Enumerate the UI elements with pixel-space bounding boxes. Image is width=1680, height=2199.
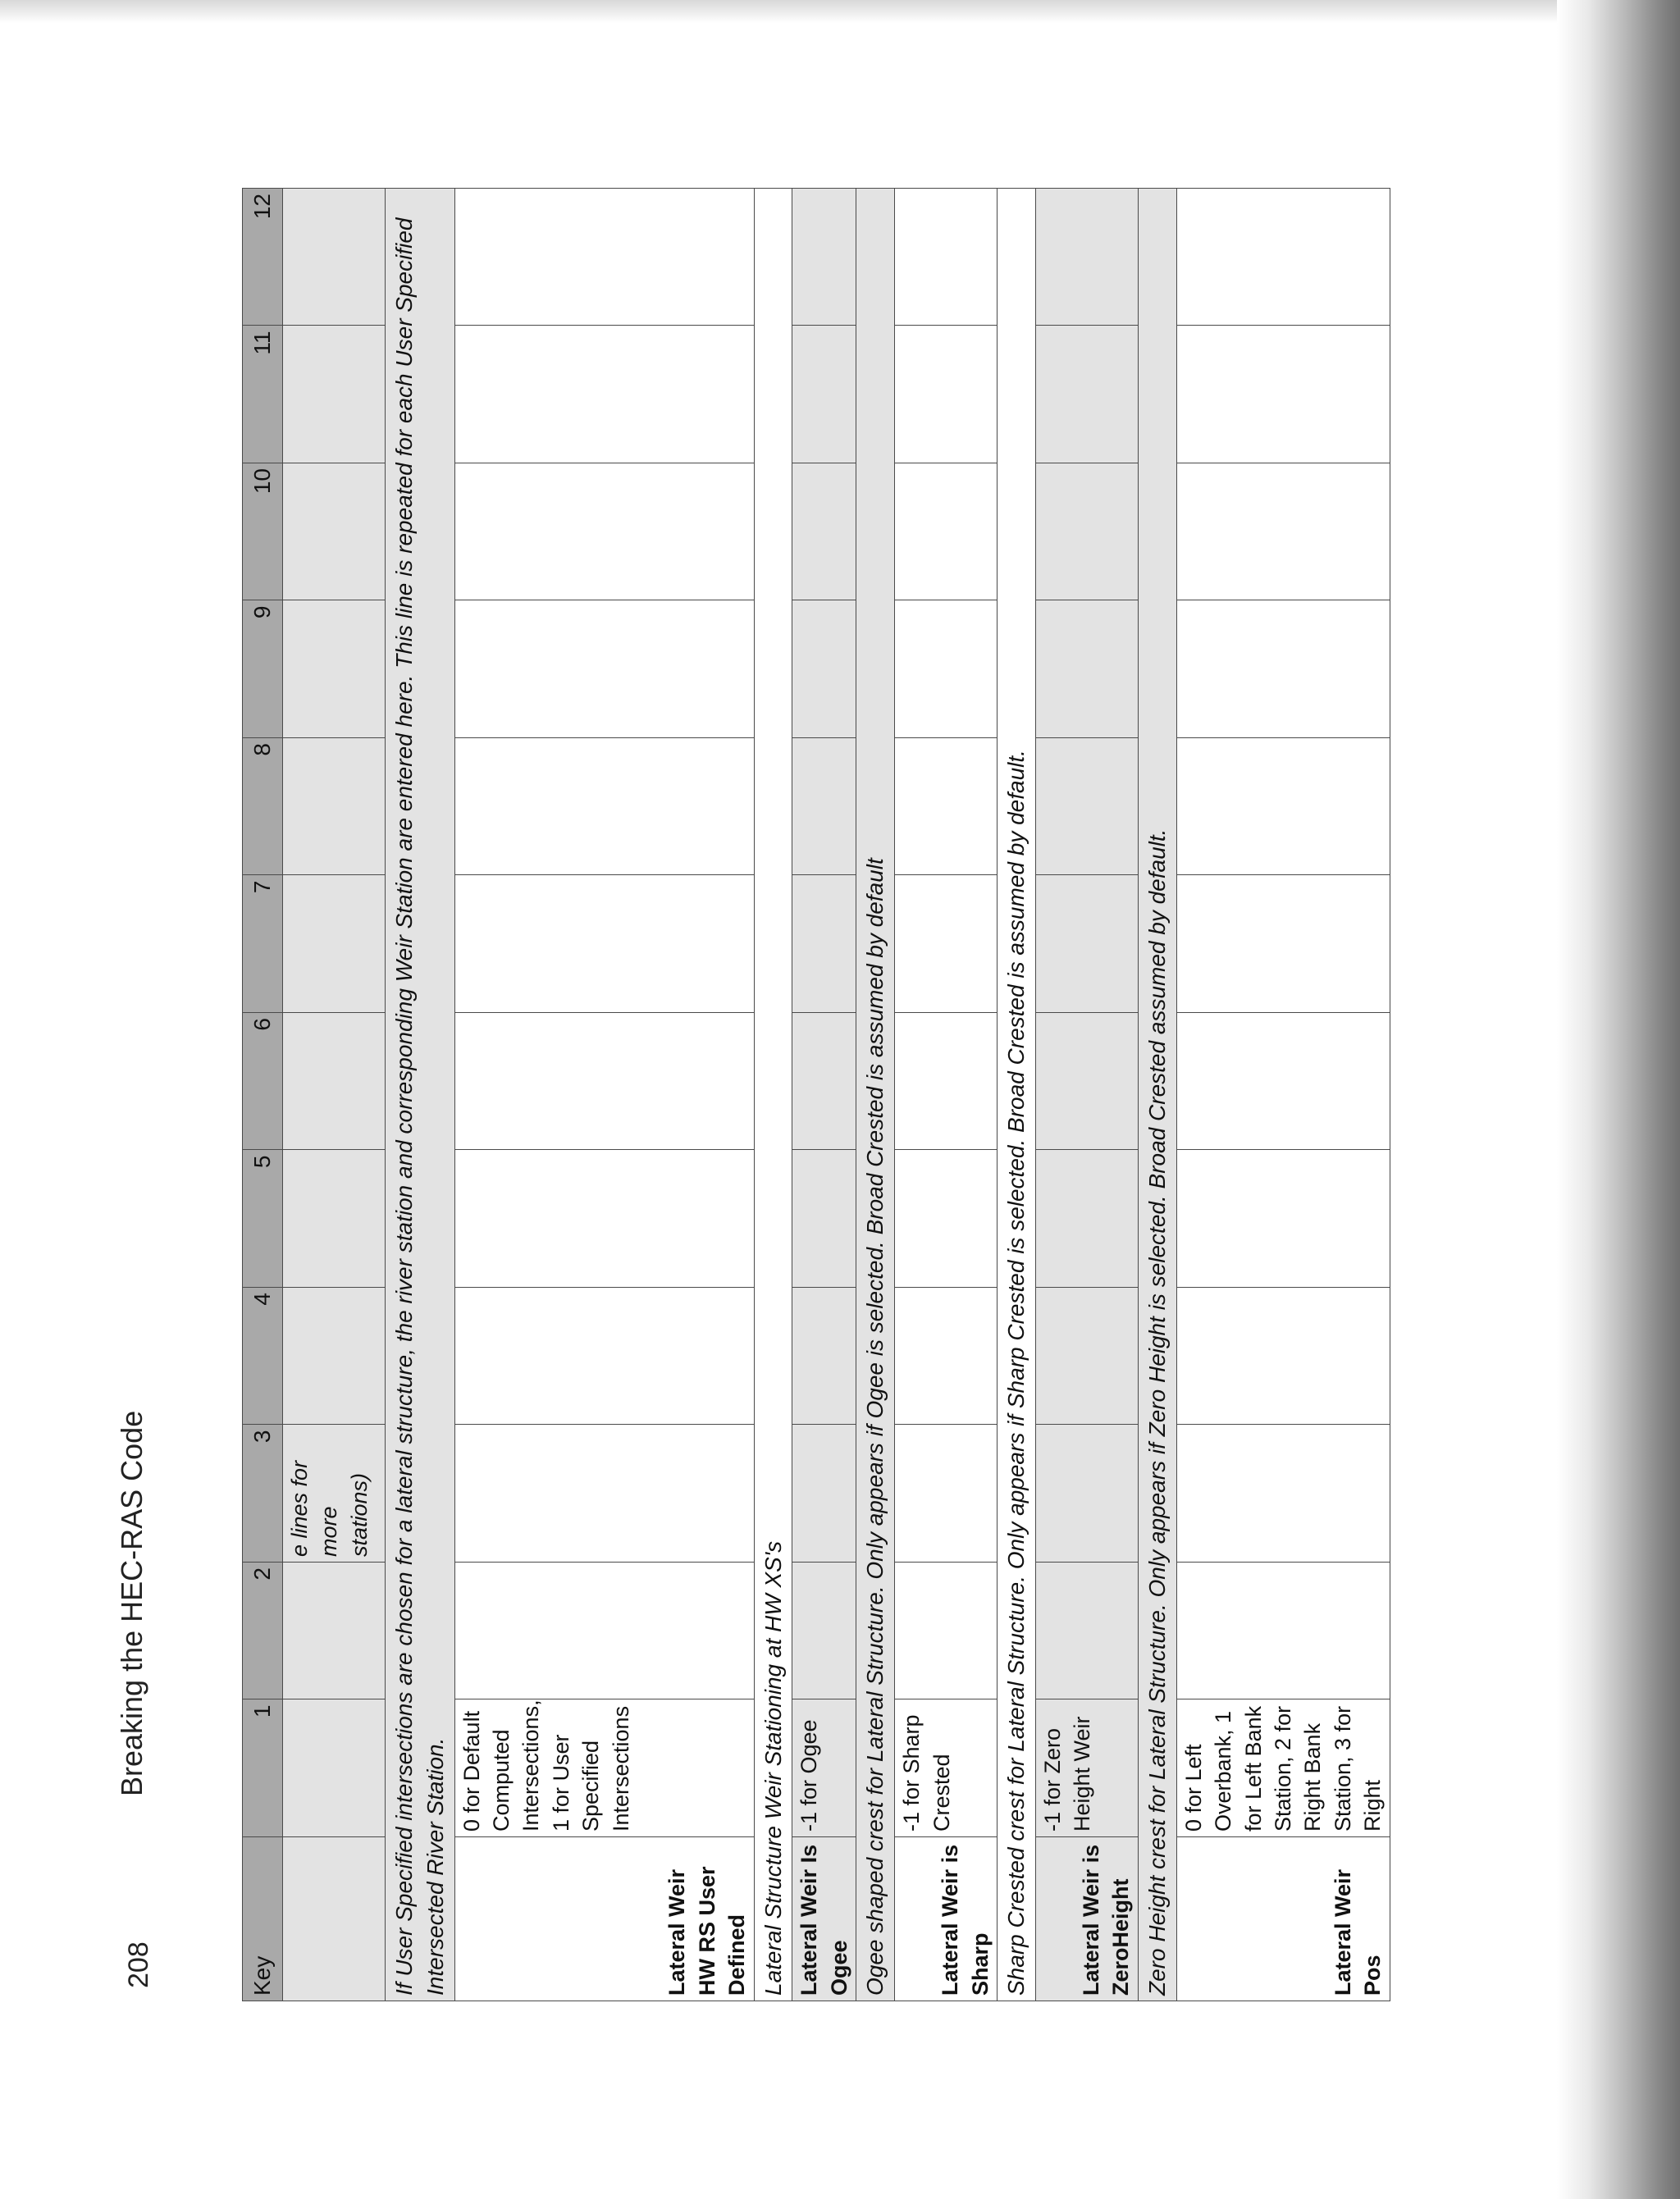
key-zero-height: Lateral Weir is ZeroHeight [1035,1837,1138,2001]
note-user-specified: If User Specified intersections are chosen for a lateral structure, the river station and corresponding Weir Station are entered here. This line is repeated for each User Specified Intersected River Station. [386,189,455,2001]
header-row [243,189,283,2001]
page-top-shading [0,0,1680,23]
table-row-sharp [895,189,998,2001]
key-ogee: Lateral Weir Is Ogee [792,1837,856,2001]
note-row-sharp [998,189,1036,2001]
value-hw-rs: 0 for Default Computed Intersections, 1 for User Specified Intersections [454,1699,754,1837]
book-binding-shadow [1557,0,1680,2199]
key-table [242,188,1390,2001]
note-row-stationing [754,189,792,2001]
running-head: Breaking the HEC-RAS Code [115,1410,148,1796]
header-key: Key [243,1837,283,2001]
value-sharp: -1 for Sharp Crested [895,1699,998,1837]
note-row-ogee [856,189,895,2001]
header-col-5: 5 [243,1150,283,1288]
header-col-11: 11 [243,326,283,463]
header-col-8: 8 [243,738,283,876]
table-row-ogee [792,189,856,2001]
continuation-note: e lines for more stations) [283,1425,386,1563]
note-row-user-specified [386,189,455,2001]
header-col-1: 1 [243,1699,283,1837]
value-ogee: -1 for Ogee [792,1699,856,1837]
note-ogee: Ogee shaped crest for Lateral Structure. Only appears if Ogee is selected. Broad Crested is assumed by default [856,189,895,2001]
page-number: 208 [123,1941,154,1988]
key-pos: Lateral Weir Pos [1176,1837,1390,2001]
key-hw-rs: Lateral Weir HW RS User Defined [454,1837,754,2001]
note-sharp: Sharp Crested crest for Lateral Structure. Only appears if Sharp Crested is selected. Broad Crested is assumed by default. [998,189,1036,2001]
table-row-pos [1176,189,1390,2001]
table-row-hw-rs [454,189,754,2001]
header-col-2: 2 [243,1563,283,1700]
value-pos: 0 for Left Overbank, 1 for Left Bank Station, 2 for Right Bank Station, 3 for Right [1176,1699,1390,1837]
header-col-3: 3 [243,1425,283,1563]
rotated-table-wrapper [242,189,1386,2001]
value-zero-height: -1 for Zero Height Weir [1035,1699,1138,1837]
note-stationing: Lateral Structure Weir Stationing at HW XS's [754,189,792,2001]
key-sharp: Lateral Weir is Sharp [895,1837,998,2001]
note-zero-height: Zero Height crest for Lateral Structure. Only appears if Zero Height is selected. Broad Crested assumed by default. [1138,189,1176,2001]
table-row-zero-height [1035,189,1138,2001]
table-row-continuation [283,189,386,2001]
note-row-zero-height [1138,189,1176,2001]
header-col-6: 6 [243,1013,283,1151]
header-col-10: 10 [243,463,283,601]
header-col-7: 7 [243,875,283,1013]
header-col-12: 12 [243,189,283,326]
header-col-9: 9 [243,600,283,738]
header-col-4: 4 [243,1288,283,1426]
